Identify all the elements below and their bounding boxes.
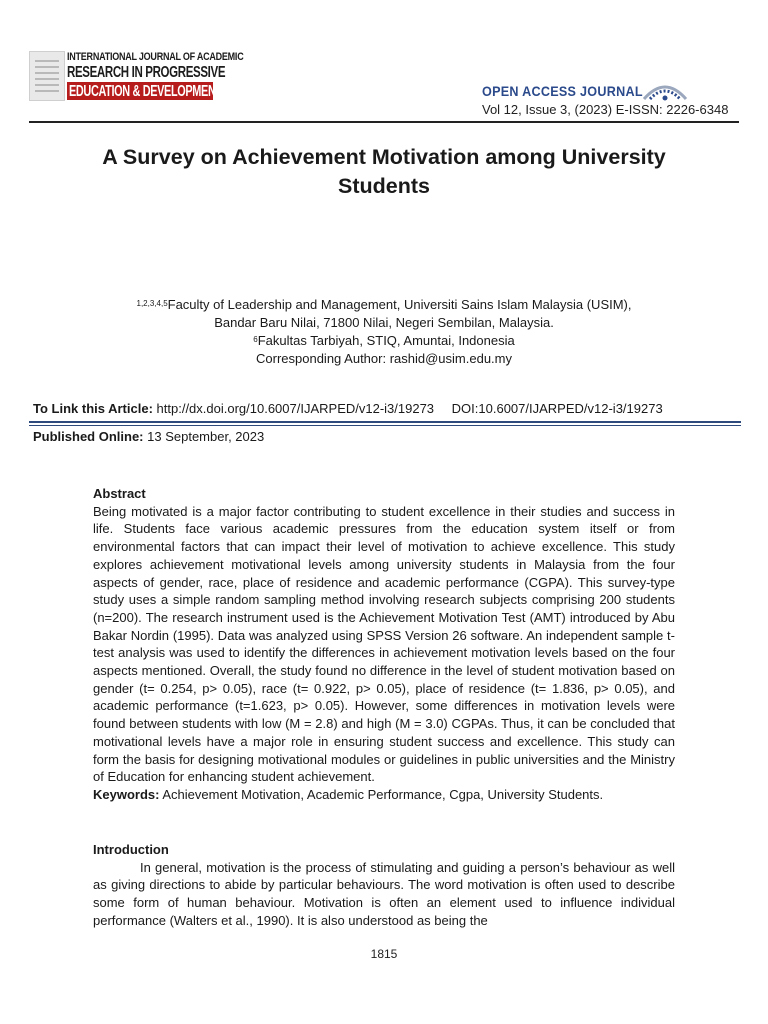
header-divider xyxy=(29,121,739,123)
logo-line-1: INTERNATIONAL JOURNAL OF ACADEMIC xyxy=(67,51,244,63)
article-title: A Survey on Achievement Motivation among University Students xyxy=(102,145,666,198)
article-link-label: To Link this Article: xyxy=(33,401,153,416)
introduction-section xyxy=(93,841,675,930)
abstract-text: Being motivated is a major factor contributing to student excellence in their studies and success in life. Students face various academic pressures from the education system itself or from environmental factors that can impact their level of motivation to achieve excellence. This study explores achievement motivational levels among university students in Malaysia from the four aspects of gender, race, place of residence and academic performance (CGPA). This survey-type study uses a simple random sampling method involving research subjects comprising 200 students (n=200). The research instrument used is the Achievement Motivation Test (AMT) introduced by Abu Bakar Nordin (1995). Data was analyzed using SPSS Version 26 software. An independent sample t-test analysis was used to identify the differences in achievement motivation levels based on the four aspects mentioned. Overall, the study found no difference in the level of student motivation based on gender (t= 0.254, p> 0.05), race (t= 0.922, p> 0.05), place of residence (t= 1.836, p> 0.05), and academic performance (t=1.623, p> 0.05). However, some differences in motivation levels were found between students with low (M = 2.8) and high (M = 3.0) CGPAs. Thus, it can be concluded that motivational levels have a major role in ensuring student success and excellence. This study can form the basis for designing motivational modules or guidelines in public universities and the Ministry of Education for enhancing student achievement. xyxy=(93,503,675,785)
link-divider-thick xyxy=(29,421,741,423)
affiliation-line-2: Bandar Baru Nilai, 71800 Nilai, Negeri Sembilan, Malaysia. xyxy=(214,315,554,330)
open-access-label: OPEN ACCESS JOURNAL xyxy=(482,83,643,99)
article-link-row xyxy=(33,401,663,416)
keywords-row xyxy=(93,786,675,804)
introduction-text: In general, motivation is the process of stimulating and guiding a person’s behaviour as well as giving directions to abide by particular behaviours. The word motivation is often used to describe some form of human behaviour. Motivation is often an element used to influence individual performance (Walters et al., 1990). It is also understood as being the xyxy=(93,859,675,928)
article-url[interactable]: http://dx.doi.org/10.6007/IJARPED/v12-i3/19273 xyxy=(156,401,435,416)
affiliations xyxy=(84,296,684,368)
published-row xyxy=(33,429,264,444)
published-label: Published Online: xyxy=(33,429,144,444)
volume-info: Vol 12, Issue 3, (2023) E-ISSN: 2226-6348 xyxy=(482,102,729,117)
logo-line-2: RESEARCH IN PROGRESSIVE xyxy=(67,64,226,81)
journal-cover-icon xyxy=(29,51,65,101)
abstract-section xyxy=(93,485,675,804)
page-number: 1815 xyxy=(370,947,398,961)
logo-line-3: EDUCATION & DEVELOPMENT xyxy=(69,83,222,100)
abstract-heading: Abstract xyxy=(93,486,146,501)
keywords-text: Achievement Motivation, Academic Performance, Cgpa, University Students. xyxy=(162,786,604,802)
affiliation-line-1: Faculty of Leadership and Management, Universiti Sains Islam Malaysia (USIM), xyxy=(167,297,632,312)
journal-logo xyxy=(29,51,244,101)
introduction-heading: Introduction xyxy=(93,842,169,857)
open-access-arc-icon xyxy=(640,79,690,101)
article-doi: DOI:10.6007/IJARPED/v12-i3/19273 xyxy=(451,401,663,416)
published-date: 13 September, 2023 xyxy=(147,429,265,444)
affiliation-sup-1: 1,2,3,4,5 xyxy=(136,299,168,308)
keywords-label: Keywords: xyxy=(93,786,160,802)
corresponding-author: Corresponding Author: rashid@usim.edu.my xyxy=(256,351,512,366)
affiliation-line-3: Fakultas Tarbiyah, STIQ, Amuntai, Indonesia xyxy=(257,333,515,348)
link-divider-thin xyxy=(29,425,741,426)
affiliation-sup-3: 6 xyxy=(253,335,258,344)
